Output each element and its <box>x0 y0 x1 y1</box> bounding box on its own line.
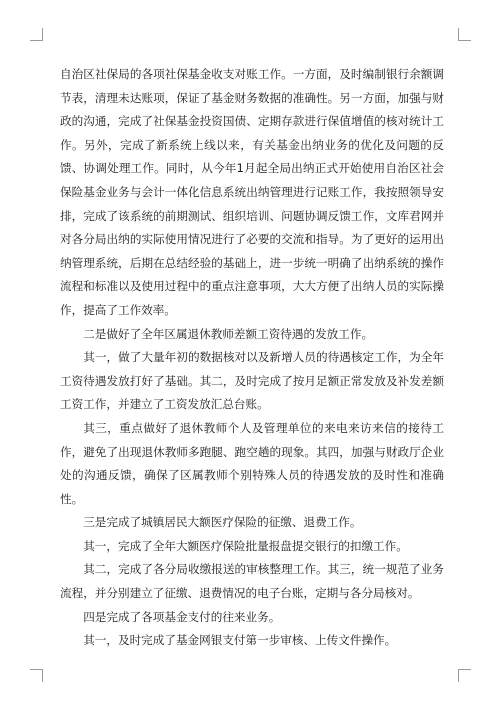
crop-mark-top-left <box>30 28 43 41</box>
paragraph-5-heading: 三是完成了城镇居民大额医疗保险的征缴、退费工作。 <box>83 515 362 530</box>
paragraph-1: 自治区社保局的各项社保基金收支对账工作。一方面，及时编制银行余额调节表，清理未达账项，保证了基金财务数据的准确性。另一方面，加强与财政的沟通，完成了社保基金投资国债、定期存款进行保值增值的核对统计工作。另外，完成了新系统上线以来，有关基金出纳业务的优化及问题的反馈、协调处理工作。同时，从今年1月起全局出纳正式开始使用自治区社会保险基金业务与会计一体化信息系统出纳管理进行记账工作，我按照领导安排，完成了该系统的前期测试、组织培训、问题协调反馈工作，文库君网并对各分局出纳的实际使用情况进行了必要的交流和指导。为了更好的运用出纳管理系统，后期在总结经验的基础上，进一步统一明确了出纳系统的操作流程和标准以及使用过程中的重点注意事项，大大方便了出纳人员的实际操作，提高了工作效率。 <box>60 67 444 317</box>
paragraph-4: 其三，重点做好了退休教师个人及管理单位的来电来访来信的接待工作，避免了出现退休教师多跑腿、跑空趟的现象。其四，加强与财政厅企业处的沟通反馈，确保了区属教师个别特殊人员的待遇发放的及时性和准确性。 <box>60 420 444 506</box>
crop-mark-bottom-right <box>458 669 471 682</box>
paragraph-3: 其一，做了大量年初的数据核对以及新增人员的待遇核定工作，为全年工资待遇发放打好了基础。其二，及时完成了按月足额正常发放及补发差额工资工作，并建立了工资发放汇总台账。 <box>60 350 444 412</box>
crop-mark-top-right <box>458 28 471 41</box>
paragraph-7: 其二，完成了各分局收缴报送的审核整理工作。其三，统一规范了业务流程，并分别建立了征缴、退费情况的电子台账，定期与各分局核对。 <box>60 562 444 601</box>
paragraph-9: 其一，及时完成了基金网银支付第一步审核、上传文件操作。 <box>83 633 397 648</box>
paragraph-8-heading: 四是完成了各项基金支付的往来业务。 <box>83 609 281 624</box>
document-body <box>60 63 444 653</box>
paragraph-6: 其一，完成了全年大额医疗保险批量报盘提交银行的扣缴工作。 <box>83 538 408 553</box>
crop-mark-bottom-left <box>30 669 43 682</box>
paragraph-2-heading: 二是做好了全年区属退休教师差额工资待遇的发放工作。 <box>83 326 374 341</box>
